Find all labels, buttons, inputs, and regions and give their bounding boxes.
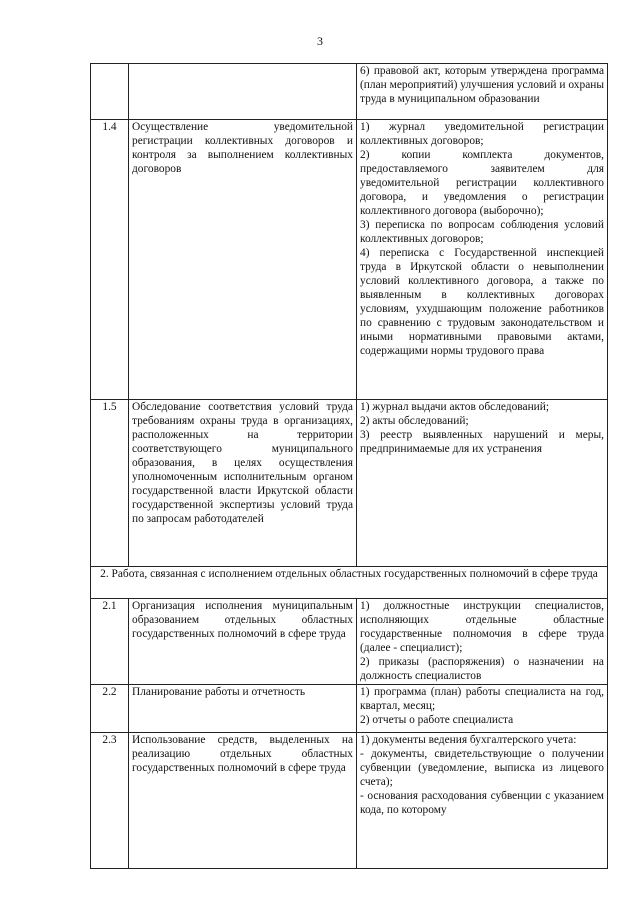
section-header-row [91, 567, 608, 599]
document-item: 1) журнал выдачи актов обследований; [360, 401, 550, 413]
row-description [129, 599, 357, 685]
row-documents [357, 685, 608, 733]
table-row [91, 64, 608, 120]
document-item: 1) журнал уведомительной регистрации коллективных договоров; [360, 121, 604, 147]
table-row [91, 400, 608, 567]
row-description [129, 733, 357, 869]
description-text: Обследование соответствия условий труда требованиям охраны труда в организациях, расположенных на территории соответствующего муниципального образования, в целях осуществления уполномоченным исполнительным органом государственной власти Иркутской области государственной экспертизы условий труда по запросам работодателей [132, 401, 353, 525]
row-documents [357, 120, 608, 400]
row-description [129, 120, 357, 400]
document-item: - основания расходования субвенции с указанием кода, по которому [360, 790, 604, 816]
row-number: 2.1 [91, 599, 129, 685]
table-row [91, 685, 608, 733]
row-documents [357, 64, 608, 120]
document-item: 4) переписка с Государственной инспекцией труда в Иркутской области о невыполнении условий коллективного договора, а также по выявленным в коллективных договорах условиям, ухудшающим положение работников по сравнению с трудовым законодательством и иными нормативными правовыми актами, содержащими нормы трудового права [360, 247, 604, 357]
row-description [129, 400, 357, 567]
row-documents [357, 400, 608, 567]
page-number: 3 [317, 34, 323, 48]
row-number [91, 64, 129, 120]
document-table [90, 63, 608, 869]
table-row [91, 120, 608, 400]
description-text: Использование средств, выделенных на реализацию отдельных областных государственных полномочий в сфере труда [132, 734, 353, 774]
row-description [129, 64, 357, 120]
document-item: 2) копии комплекта документов, предоставляемого заявителем для уведомительной регистрации коллективного договора, и уведомления о регистрации коллективного договора (выборочно); [360, 149, 604, 217]
table-row [91, 599, 608, 685]
document-item: 2) отчеты о работе специалиста [360, 714, 514, 726]
description-text: Организация исполнения муниципальным образованием отдельных областных государственных полномочий в сфере труда [132, 600, 353, 640]
row-description [129, 685, 357, 733]
document-item: - документы, свидетельствующие о получении субвенции (уведомление, выписка из лицевого счета); [360, 748, 604, 788]
row-documents [357, 733, 608, 869]
description-text: Планирование работы и отчетность [132, 686, 306, 698]
row-number: 1.4 [91, 120, 129, 400]
section-title: 2. Работа, связанная с исполнением отдельных областных государственных полномочий в сфере труда [91, 567, 608, 599]
document-item: 2) приказы (распоряжения) о назначении на должность специалистов [360, 656, 604, 682]
row-number: 1.5 [91, 400, 129, 567]
document-item: 3) переписка по вопросам соблюдения условий коллективных договоров; [360, 219, 604, 245]
document-item: 1) программа (план) работы специалиста на год, квартал, месяц; [360, 686, 604, 712]
document-item: 6) правовой акт, которым утверждена программа (план мероприятий) улучшения условий и охраны труда в муниципальном образовании [360, 65, 604, 105]
row-documents [357, 599, 608, 685]
row-number: 2.2 [91, 685, 129, 733]
document-item: 3) реестр выявленных нарушений и меры, предпринимаемые для их устранения [360, 429, 604, 455]
table-row [91, 733, 608, 869]
row-number: 2.3 [91, 733, 129, 869]
document-item: 1) должностные инструкции специалистов, исполняющих отдельные областные государственные полномочия в сфере труда (далее - специалист); [360, 600, 604, 654]
description-text: Осуществление уведомительной регистрации коллективных договоров и контроля за выполнением коллективных договоров [132, 121, 353, 175]
document-item: 2) акты обследований; [360, 415, 469, 427]
document-item: 1) документы ведения бухгалтерского учета: [360, 734, 577, 746]
